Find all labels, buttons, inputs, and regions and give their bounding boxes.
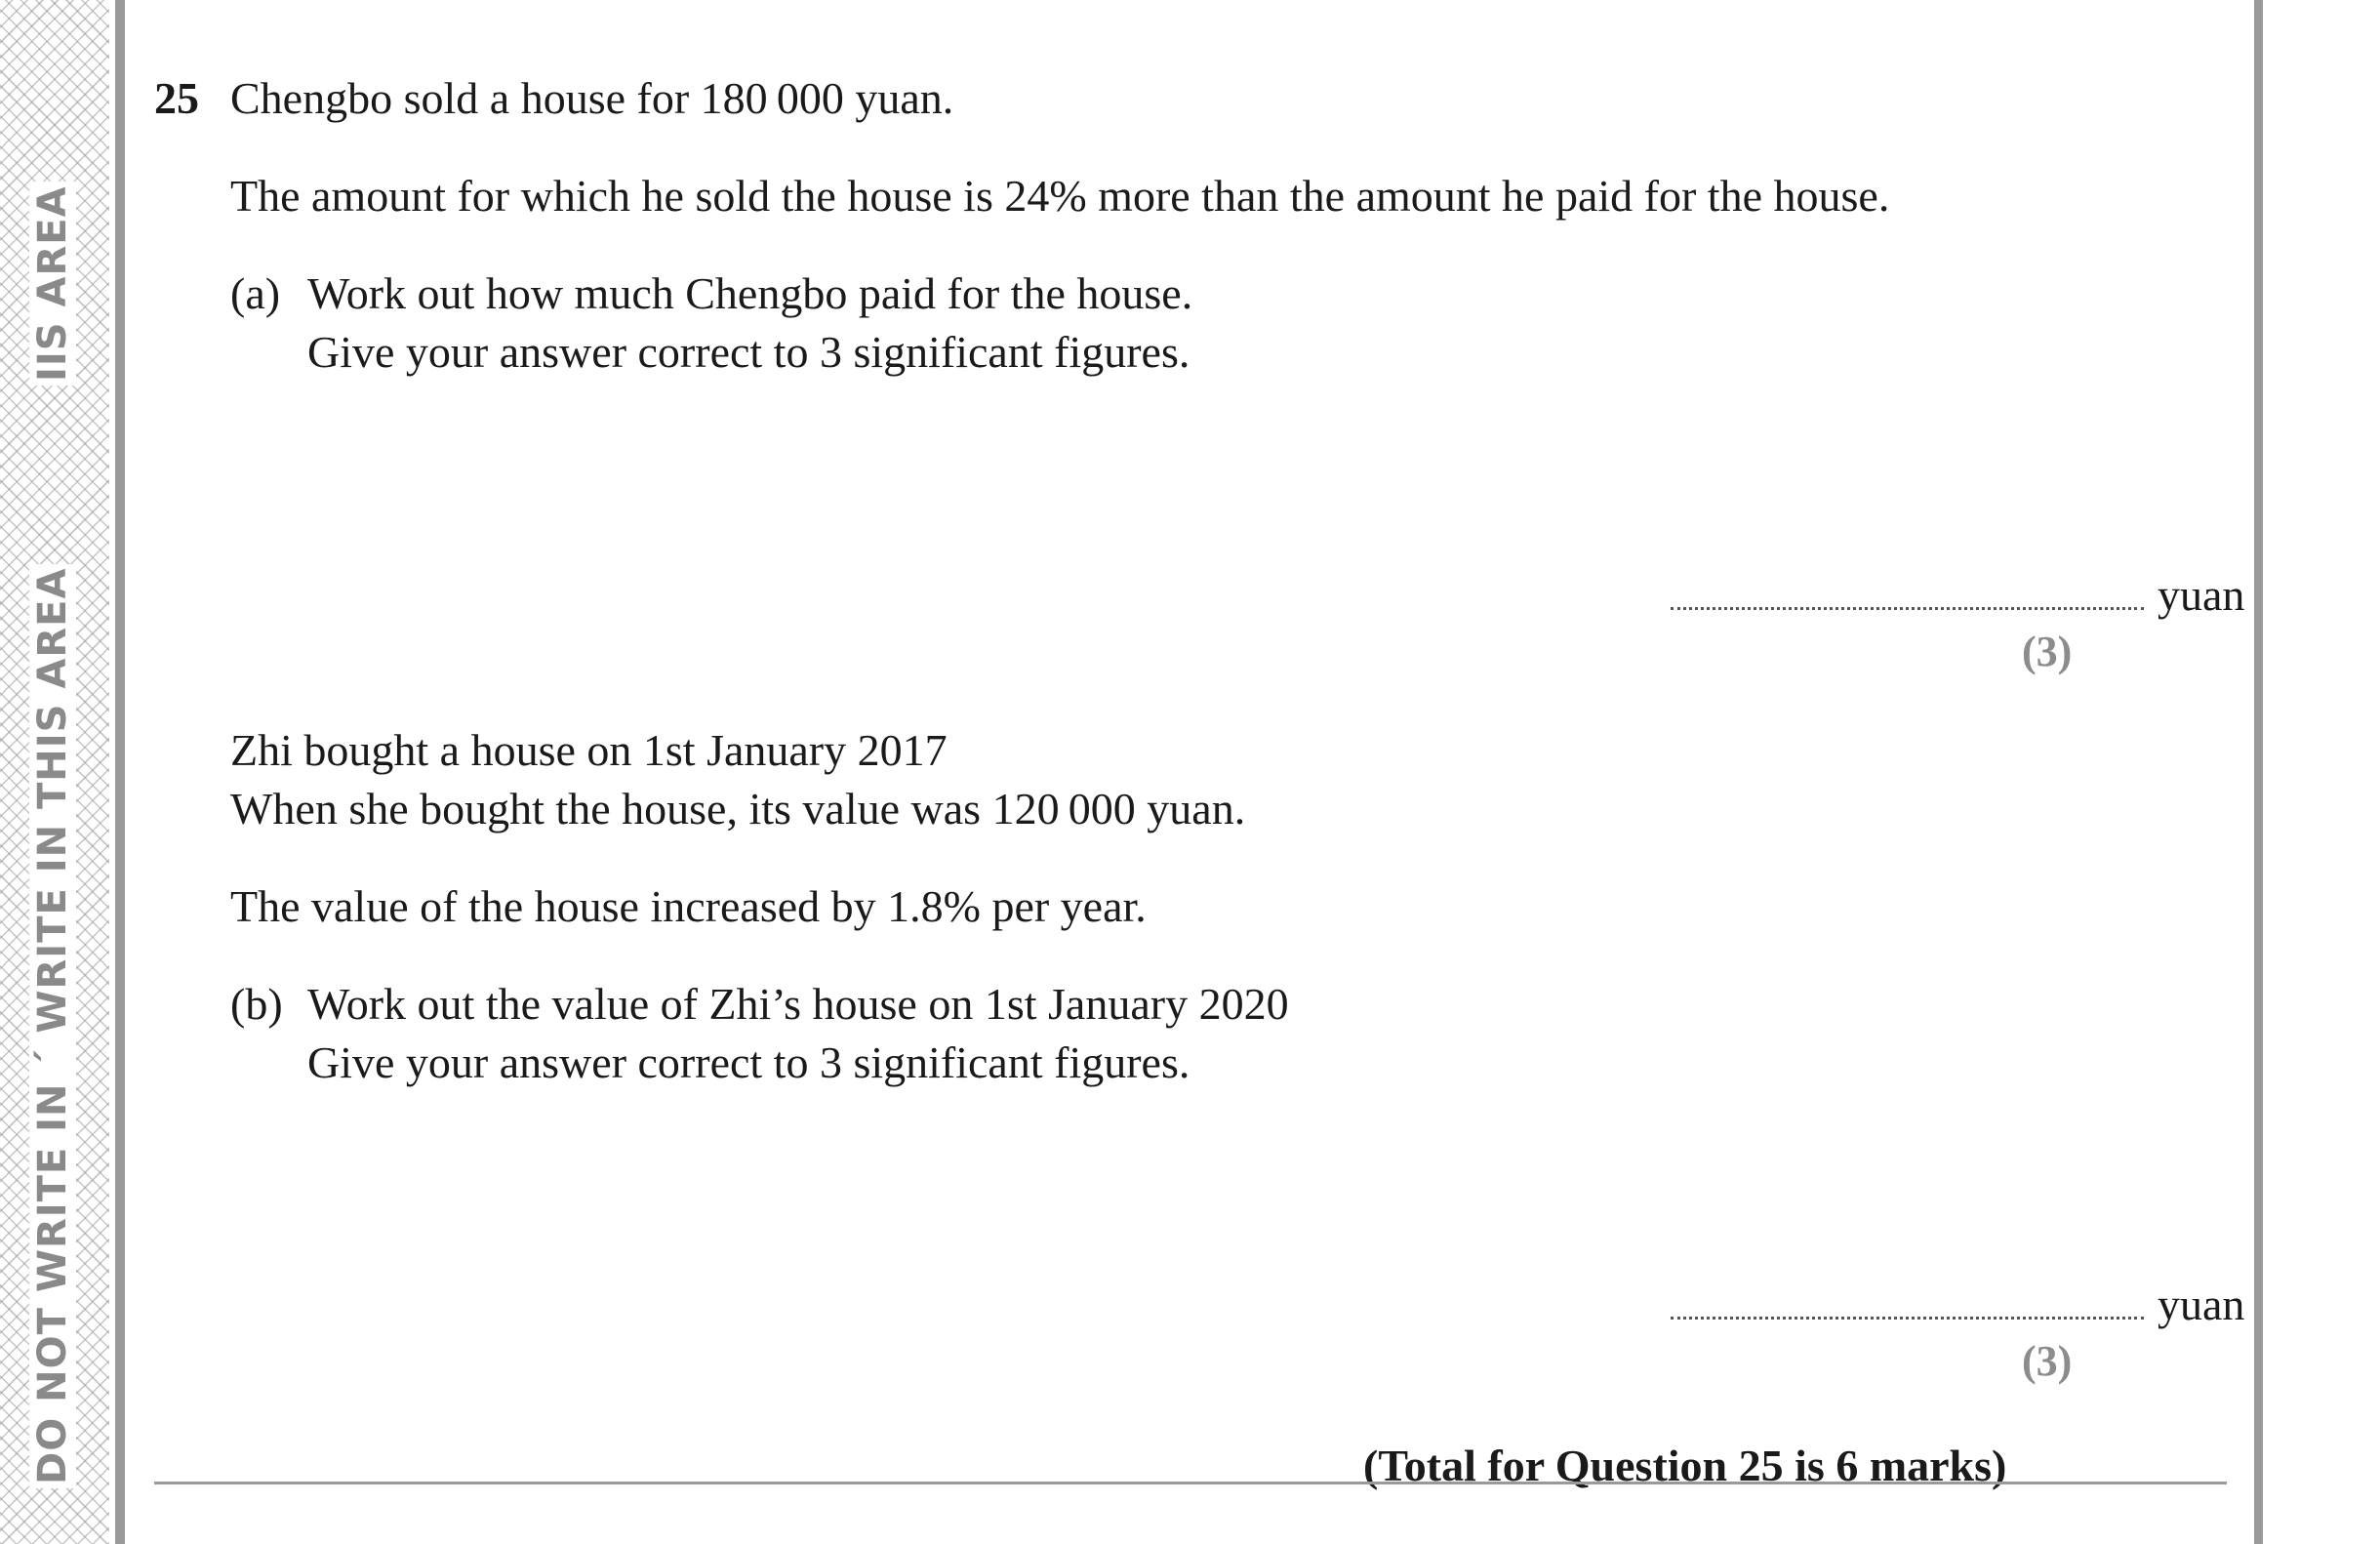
part-b-marks: (3) [2022, 1337, 2073, 1385]
part-a-precision: Give your answer correct to 3 significant figures. [307, 327, 1190, 377]
part-b-label: (b) [230, 979, 283, 1029]
question-number: 25 [154, 73, 199, 123]
part-b-unit: yuan [2158, 1280, 2245, 1329]
part-b-precision: Give your answer correct to 3 significant figures. [307, 1037, 1190, 1087]
answer-line-b[interactable] [1671, 1317, 2144, 1320]
context-b-line3: The value of the house increased by 1.8% per year. [230, 881, 1147, 931]
part-b-instruction: Work out the value of Zhi’s house on 1st January 2020 [307, 979, 1289, 1029]
part-a-label: (a) [230, 268, 281, 318]
margin-warning-bottom: DO NOT WRITE IN ´ WRITE IN THIS AREA [29, 564, 76, 1488]
question-intro: Chengbo sold a house for 180 000 yuan. [230, 73, 954, 123]
total-marks: (Total for Question 25 is 6 marks) [1363, 1441, 2007, 1490]
part-a-instruction: Work out how much Chengbo paid for the house. [307, 268, 1193, 318]
answer-line-a[interactable] [1671, 607, 2144, 610]
question-statement: The amount for which he sold the house is 24% more than the amount he paid for the house. [230, 171, 1890, 221]
page-border-right [2254, 0, 2263, 1544]
context-b-line1: Zhi bought a house on 1st January 2017 [230, 725, 948, 775]
bottom-rule [154, 1482, 2227, 1484]
part-a-unit: yuan [2158, 570, 2245, 620]
page-border-left [115, 0, 125, 1544]
part-a-marks: (3) [2022, 628, 2073, 675]
margin-warning-top: IIS AREA [29, 182, 76, 386]
context-b-line2: When she bought the house, its value was 120 000 yuan. [230, 784, 1246, 833]
margin-strip [0, 0, 109, 1544]
